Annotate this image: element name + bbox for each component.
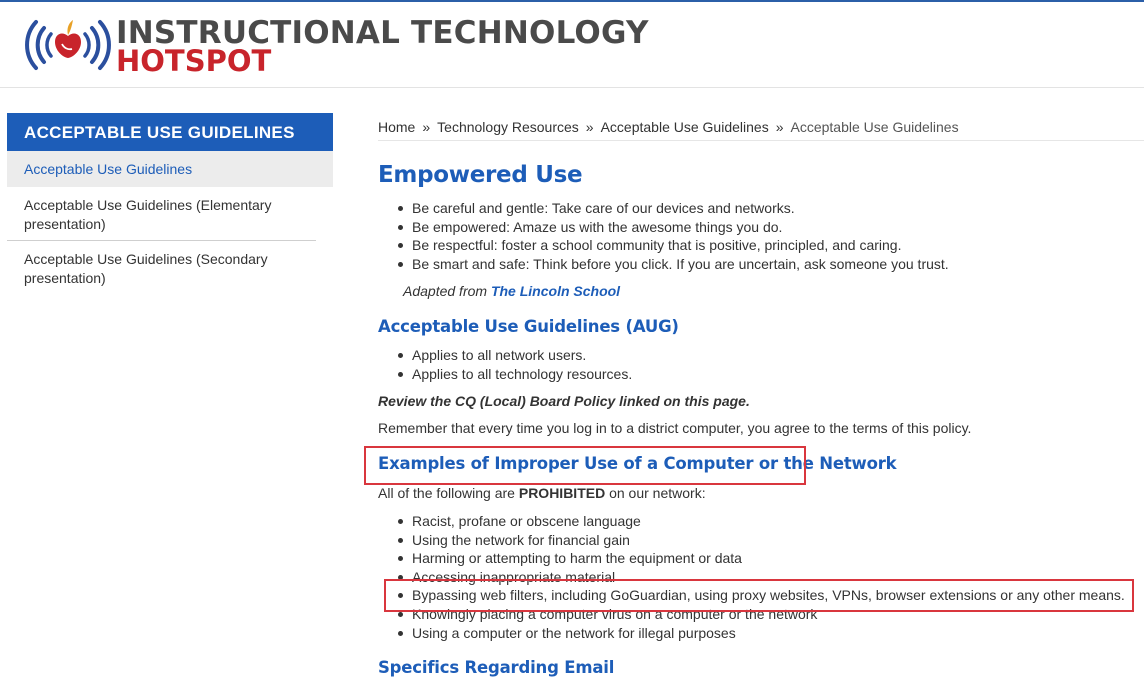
sidebar-item-elementary-presentation[interactable]: Acceptable Use Guidelines (Elementary presentation) [7, 187, 316, 241]
lincoln-school-link[interactable]: The Lincoln School [490, 283, 621, 299]
breadcrumb [378, 112, 1144, 141]
breadcrumb-home-link[interactable]: Home [378, 119, 416, 135]
sidebar-nav [7, 113, 333, 293]
site-logo[interactable] [22, 14, 649, 78]
email-heading: Specifics Regarding Email [378, 658, 615, 677]
list-item: Harming or attempting to harm the equipment or data [412, 549, 1125, 568]
hotspot-signal-apple-icon [22, 14, 114, 76]
improper-use-list [412, 512, 1125, 642]
sidebar-item-acceptable-use-guidelines[interactable]: Acceptable Use Guidelines [7, 151, 333, 187]
aug-list [412, 346, 632, 383]
breadcrumb-current: Acceptable Use Guidelines [790, 119, 959, 135]
prohibited-intro [378, 485, 706, 501]
adapted-prefix: Adapted from [403, 283, 488, 299]
empowered-use-list [412, 199, 949, 273]
list-item: Be empowered: Amaze us with the awesome things you do. [412, 218, 949, 237]
list-item: Applies to all network users. [412, 346, 632, 365]
list-item: Accessing inappropriate material [412, 568, 1125, 587]
highlight-box-bypassing [384, 579, 1134, 612]
list-item: Applies to all technology resources. [412, 365, 633, 382]
highlight-box-heading [364, 446, 806, 485]
sidebar-item-secondary-presentation[interactable]: Acceptable Use Guidelines (Secondary presentation) [24, 251, 268, 286]
breadcrumb-technology-resources-link[interactable]: Technology Resources [437, 119, 579, 135]
breadcrumb-separator: » [585, 119, 594, 135]
logo-text-instructional-technology: INSTRUCTIONAL TECHNOLOGY [116, 15, 649, 51]
site-header [0, 2, 1144, 88]
prohibited-suffix: on our network: [609, 485, 706, 501]
review-policy-text: Review the CQ (Local) Board Policy linked on this page. [378, 393, 750, 409]
list-item: Be smart and safe: Think before you click. If you are uncertain, ask someone you trust. [412, 255, 949, 272]
aug-heading: Acceptable Use Guidelines (AUG) [378, 317, 679, 336]
remember-text: Remember that every time you log in to a district computer, you agree to the terms of this policy. [378, 420, 972, 436]
list-item: Be careful and gentle: Take care of our devices and networks. [412, 199, 949, 218]
list-item: Using the network for financial gain [412, 531, 1125, 550]
list-item: Be respectful: foster a school community that is positive, principled, and caring. [412, 236, 949, 255]
main-content [378, 112, 1144, 677]
page-title: Empowered Use [378, 162, 583, 188]
list-item: Knowingly placing a computer virus on a computer or the network [412, 605, 1125, 624]
improper-use-heading: Examples of Improper Use of a Computer or the Network [378, 454, 897, 473]
prohibited-prefix: All of the following are [378, 485, 515, 501]
logo-text-hotspot: HOTSPOT [116, 44, 272, 78]
adapted-from-note [403, 283, 620, 299]
breadcrumb-acceptable-use-link[interactable]: Acceptable Use Guidelines [600, 119, 769, 135]
sidebar-heading: ACCEPTABLE USE GUIDELINES [7, 113, 333, 151]
list-item: Racist, profane or obscene language [412, 512, 1125, 531]
list-item: Using a computer or the network for illegal purposes [412, 624, 1125, 643]
prohibited-word: PROHIBITED [518, 485, 606, 501]
list-item: Bypassing web filters, including GoGuardian, using proxy websites, VPNs, browser extensions or any other means. [412, 587, 1125, 604]
breadcrumb-separator: » [775, 119, 784, 135]
breadcrumb-separator: » [422, 119, 431, 135]
